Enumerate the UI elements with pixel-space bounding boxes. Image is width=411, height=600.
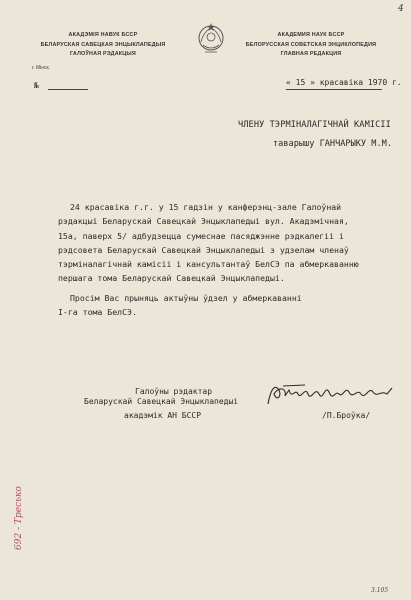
letterhead-right-line-1: АКАДЕМИЯ НАУК БССР: [277, 32, 345, 38]
signatory-name: /П.Броўка/: [322, 411, 371, 420]
letterhead-city: г. Мінск.: [32, 65, 51, 71]
signature-role-line-1: Галоўны рэдактар: [135, 387, 213, 396]
letterhead-right-line-2: БЕЛОРУССКАЯ СОВЕТСКАЯ ЭНЦИКЛОПЕДИЯ: [245, 42, 377, 48]
addressee-name: таварышу ГАНЧАРЫКУ М.М.: [273, 139, 392, 149]
body-line-7: Просім Вас прыняць актыўны ўдзел у абмеркаванні: [70, 293, 302, 303]
state-emblem-icon: [196, 22, 226, 56]
body-line-8: І-га тома БелСЭ.: [58, 307, 137, 317]
body-line-1: 24 красавіка г.г. у 15 гадзін у канферэнц-зале Галоўнай: [70, 202, 342, 212]
letterhead-left-line-3: ГАЛОЎНАЯ РЭДАКЦЫЯ: [70, 51, 136, 57]
body-line-6: першага тома Беларускай Савецкай Энцыклапедыі.: [58, 273, 285, 283]
letterhead-right-line-3: ГЛАВНАЯ РЕДАКЦИЯ: [280, 51, 342, 57]
body-line-2: рэдакцыі Беларускай Савецкай Энцыклапедыі вул. Акадэмічная,: [58, 216, 349, 226]
body-line-4: рэдсовета Беларускай Савецкай Энцыклапедыі з удзелам членаў: [58, 245, 349, 255]
body-line-5: тэрміналагічнай камісіі і кансультантаў БелСЭ па абмеркаванню: [58, 259, 359, 269]
letter-date: « 15 » красавіка 1970 г.: [286, 78, 402, 87]
doc-number-label: №: [34, 81, 39, 90]
letterhead-left-line-1: АКАДЭМІЯ НАВУК БССР: [68, 32, 138, 38]
date-underline: [286, 89, 382, 90]
addressee-title: ЧЛЕНУ ТЭРМІНАЛАГІЧНАЙ КАМІСІІ: [238, 120, 391, 130]
margin-handwritten-note: 692 - Тресько: [14, 486, 24, 550]
signature-role-line-3: акадэмік АН БССР: [124, 411, 202, 420]
archive-mark: 3.105: [371, 587, 389, 594]
signature-role-line-2: Беларускай Савецкай Энцыклапедыі: [84, 397, 239, 406]
body-line-3: 15а, паверх 5/ адбудзецца сумеснае пасяджэнне рэдкалегіі і: [58, 231, 344, 241]
page-number: 4: [398, 4, 404, 14]
handwritten-signature: [265, 380, 395, 410]
letterhead-left-line-2: БЕЛАРУСКАЯ САВЕЦКАЯ ЭНЦЫКЛАПЕДЫЯ: [40, 42, 166, 48]
doc-number-underline: [48, 89, 88, 90]
